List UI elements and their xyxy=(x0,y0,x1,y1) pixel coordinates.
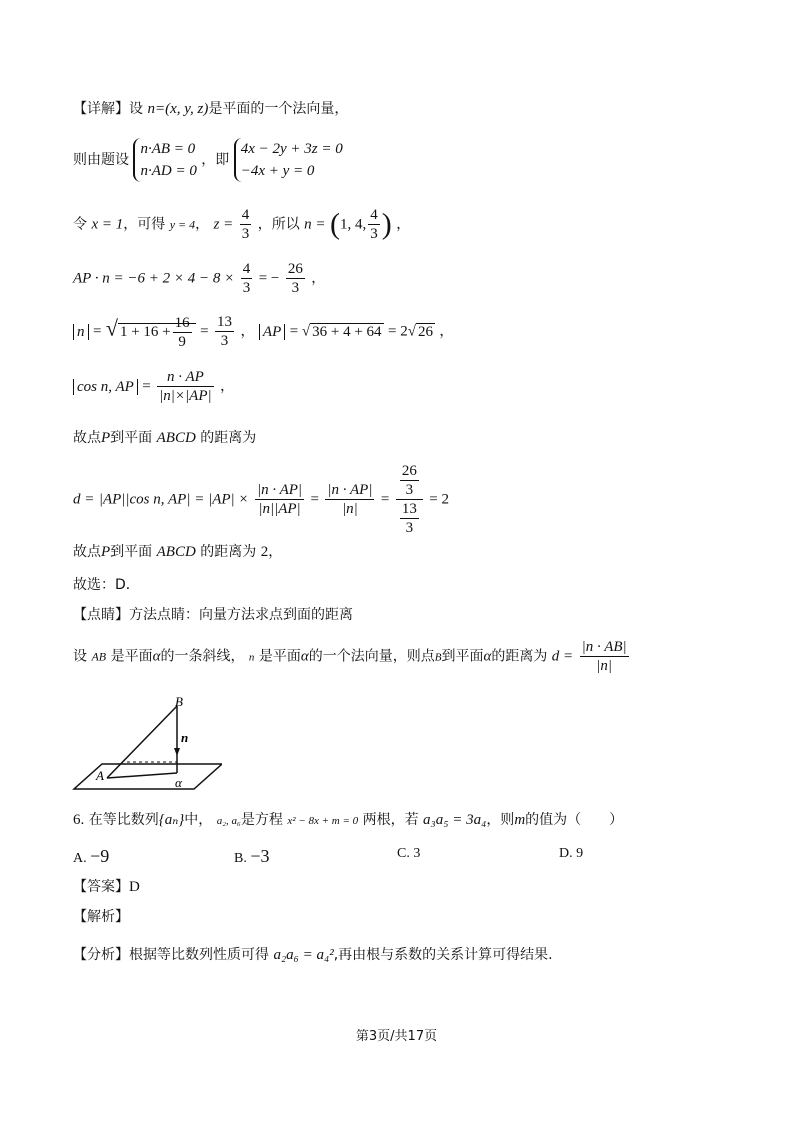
let-prefix: 令 xyxy=(73,216,87,233)
norm-eq1: = xyxy=(92,323,102,340)
normal-arrow-head xyxy=(174,748,180,756)
tip-alpha2: α xyxy=(300,648,309,665)
distance-equation xyxy=(73,462,449,537)
norm-eq2: = xyxy=(200,323,209,340)
cos-lhs: cos n, AP xyxy=(73,379,138,395)
point-p: P xyxy=(101,430,111,446)
tip-d: d = xyxy=(551,648,574,665)
label-alpha: α xyxy=(175,775,182,790)
dot-lhs: AP · n = −6 + 2 × 4 − 8 × xyxy=(73,270,235,287)
z-fraction: $\frac{4}{3}$ xyxy=(241,207,250,242)
let-line: 令 x = 1，可得 y = 4， z = $\frac{4}{3}$ ，所以 n = (1, 4, $\frac{4}{3}$ ) ， xyxy=(73,207,411,242)
conclusion-t3: 的距离为 xyxy=(200,544,257,560)
answer-value: D xyxy=(129,879,140,895)
analysis-t2: ,再由根与系数的关系计算可得结果. xyxy=(333,947,553,963)
dot-product-line xyxy=(73,260,325,297)
conclusion-value: 2 xyxy=(260,544,269,560)
question-t5: ，则 xyxy=(486,812,515,828)
cos-line xyxy=(73,368,234,405)
conclusion-t2: 到平面 xyxy=(110,544,153,560)
n-vector-start: 1, 4, xyxy=(339,216,367,233)
conclusion-t1: 故点 xyxy=(73,544,101,560)
tip-body xyxy=(73,638,631,675)
system-middle: ，即 xyxy=(201,152,230,168)
option-a[interactable]: A. −9 xyxy=(73,846,110,866)
n-norm: n xyxy=(73,324,89,340)
cos-eq: = xyxy=(142,378,151,395)
system-left xyxy=(133,138,196,182)
tip-n: n xyxy=(248,651,255,664)
distance-result: = 2 xyxy=(429,491,450,508)
let-suffix: ， xyxy=(396,216,411,233)
question-t1: 在等比数列 xyxy=(88,812,159,828)
ap-norm: AP xyxy=(259,324,285,340)
segment-a-foot xyxy=(107,773,177,778)
system-line xyxy=(73,138,343,182)
tip-fraction: $\frac{|n \cdot AB|}{|n|}$ xyxy=(581,639,627,674)
sqrt3: 26 xyxy=(417,323,433,340)
tip-t1: 设 xyxy=(73,648,87,665)
let-mid2: ， xyxy=(195,216,210,233)
answer-tag: 【答案】 xyxy=(73,879,129,895)
detail-intro-line xyxy=(73,99,348,119)
question-roots: a₂, a₆ xyxy=(216,815,241,827)
option-c[interactable]: C. 3 xyxy=(397,846,421,861)
system-eq2: n·AD = 0 xyxy=(140,163,197,179)
analysis-formula: a₂a₆ = a₄² xyxy=(273,947,334,963)
plane-figure xyxy=(72,694,222,794)
option-d[interactable]: D. 9 xyxy=(559,846,584,861)
normal-vector-n: n xyxy=(147,101,155,117)
let-mid1: ，可得 xyxy=(123,216,166,233)
distance-intro-t2: 到平面 xyxy=(110,430,153,446)
conclusion-suffix: ， xyxy=(268,544,283,560)
conclusion-line xyxy=(73,542,282,562)
question-condition: a₃a₅ = 3a₄ xyxy=(423,812,487,828)
system-eq1: n·AB = 0 xyxy=(140,141,196,157)
tip-t7: 的距离为 xyxy=(491,648,548,665)
analysis-line xyxy=(73,945,553,965)
question-m: m xyxy=(514,812,526,828)
analysis-tag: 【解析】 xyxy=(73,909,129,925)
system-eq4: −4x + y = 0 xyxy=(240,163,315,179)
tip-tag: 【点睛】 xyxy=(73,607,129,623)
cos-suffix: ， xyxy=(220,378,235,395)
d-label: d = xyxy=(73,491,95,508)
sqrt2: 36 + 4 + 64 xyxy=(312,323,382,340)
detail-tag: 【详解】 xyxy=(73,101,129,117)
tip-t3: 的一条斜线， xyxy=(160,648,245,665)
normal-vector-coords: =(x, y, z) xyxy=(154,101,209,117)
system-right xyxy=(234,138,343,182)
distance-eq2: = xyxy=(310,491,319,508)
choice-line: 故选：D． xyxy=(73,577,140,593)
analysis-sub-tag: 【分析】 xyxy=(73,947,129,963)
conclusion-p: P xyxy=(101,544,111,560)
tip-t6: 到平面 xyxy=(441,648,484,665)
norm-eq3: = √ xyxy=(289,323,311,340)
question-t6: 的值为（ ） xyxy=(525,812,624,828)
norm-eq4: = 2√ xyxy=(388,323,416,340)
answer-line xyxy=(73,877,140,897)
let-mid3: ，所以 xyxy=(257,216,300,233)
tip-t2: 是平面 xyxy=(110,648,153,665)
intro-suffix: 是平面的一个法向量， xyxy=(208,101,349,117)
tip-alpha1: α xyxy=(152,648,161,665)
tip-line xyxy=(73,605,353,625)
cos-fraction: $\frac{n \cdot AP}{|n|\times|AP|}$ xyxy=(159,369,212,404)
n-vector-fraction: $\frac{4}{3}$ xyxy=(370,207,378,242)
norm-suffix: ， xyxy=(439,323,454,340)
dot-result-fraction: $\frac{26}{3}$ xyxy=(287,261,303,296)
label-b: B xyxy=(175,694,183,709)
question-number: 6. xyxy=(73,812,85,828)
intro-text: 设 xyxy=(129,101,143,117)
n-label: n = xyxy=(304,216,326,233)
sqrt-radicand: 1 + 16 + $\frac{16}{9}$ xyxy=(118,323,196,340)
dot-suffix: ， xyxy=(311,270,326,287)
question-equation: x² − 8x + m = 0 xyxy=(287,815,359,827)
question-seq: {aₙ} xyxy=(158,812,185,828)
plane-abcd: ABCD xyxy=(156,430,196,446)
y-value: y = 4 xyxy=(169,217,196,232)
dot-fraction: $\frac{4}{3}$ xyxy=(242,261,251,296)
distance-intro-line xyxy=(73,428,256,448)
distance-eq3: = xyxy=(380,491,390,508)
question-t2: 中， xyxy=(184,812,213,828)
page-footer: 第3页/共17页 xyxy=(355,1029,438,1044)
tip-t5: 的一个法向量，则点 xyxy=(308,648,435,665)
question-t4: 两根，若 xyxy=(362,812,419,828)
distance-compound-fraction: $\frac{\frac{26}{3}}{\frac{13}{3}}$ xyxy=(396,462,423,537)
label-a: A xyxy=(96,768,104,783)
distance-frac1: $\frac{|n \cdot AP|}{|n||AP|}$ xyxy=(256,482,303,517)
label-n: n xyxy=(181,730,189,745)
option-b[interactable]: B. −3 xyxy=(234,846,270,866)
tip-t4: 是平面 xyxy=(258,648,301,665)
norm-line: n = √ 1 + 16 + $\frac{16}{9}$ = $\frac{13}{3}$ ， AP = √ 36 + 4 + 64 = 2√ 26 ， xyxy=(73,313,453,351)
dot-eq: = − xyxy=(258,270,280,287)
z-label: z = xyxy=(213,216,234,233)
tip-ab: AB xyxy=(91,649,107,664)
tip-b: B xyxy=(434,651,442,664)
distance-intro-t1: 故点 xyxy=(73,430,101,446)
question-6 xyxy=(73,810,623,831)
distance-frac2: $\frac{|n \cdot AP|}{|n|}$ xyxy=(327,482,373,517)
tip-text: 方法点睛：向量方法求点到面的距离 xyxy=(129,607,353,623)
segment-ab xyxy=(107,706,177,778)
tip-alpha3: α xyxy=(483,648,492,665)
system-eq3: 4x − 2y + 3z = 0 xyxy=(240,141,343,157)
question-t3: 是方程 xyxy=(240,812,283,828)
distance-part1: |AP||cos n, AP| = |AP| × xyxy=(98,491,249,508)
analysis-t1: 根据等比数列性质可得 xyxy=(129,947,269,963)
norm-fraction: $\frac{13}{3}$ xyxy=(217,314,232,349)
norm-sep: ， xyxy=(240,323,255,340)
system-prefix: 则由题设 xyxy=(73,152,129,168)
distance-intro-t3: 的距离为 xyxy=(200,430,257,446)
x-value: x = 1 xyxy=(91,216,124,233)
conclusion-plane: ABCD xyxy=(156,544,196,560)
